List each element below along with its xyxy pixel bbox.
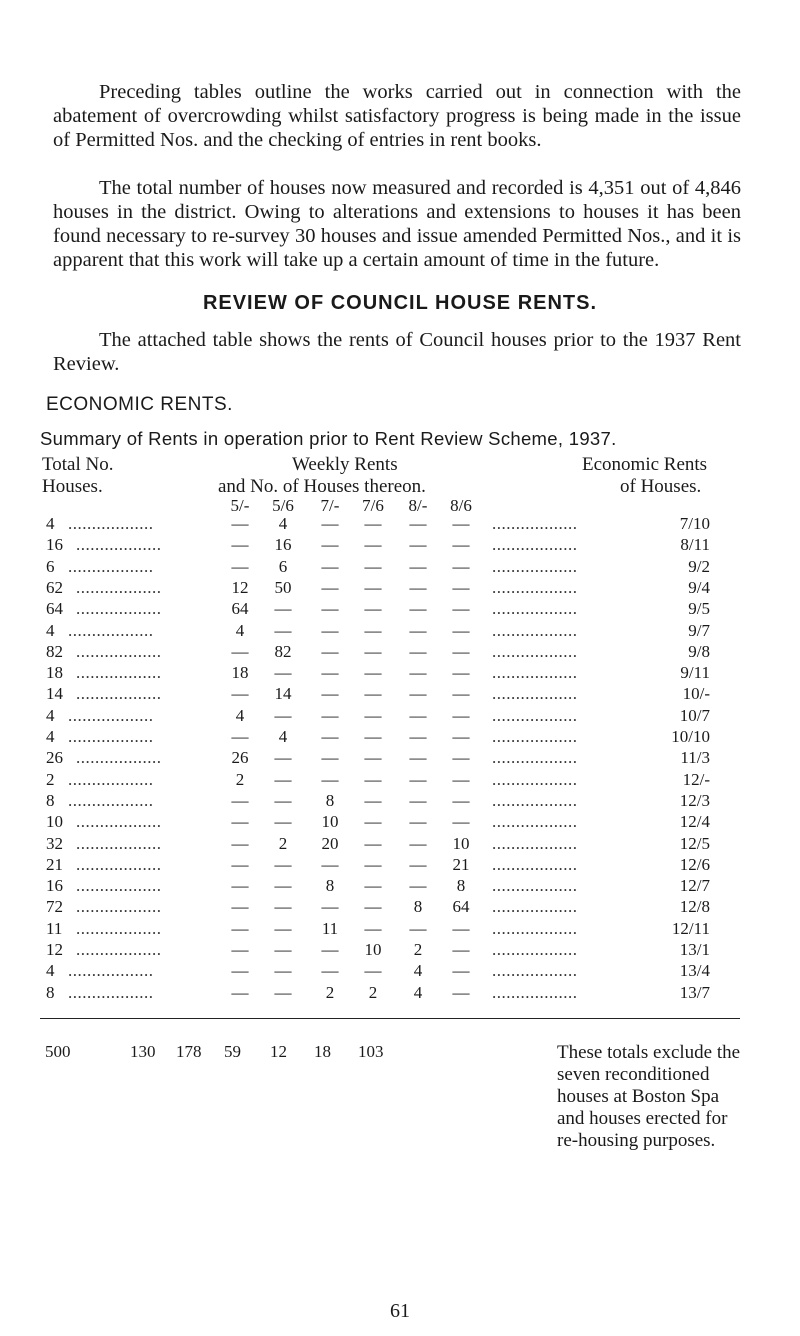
row-leader-dots: .................. bbox=[76, 918, 162, 938]
row-economic-rent: 9/4 bbox=[688, 577, 710, 597]
table-row bbox=[0, 684, 800, 706]
row-economic-rent: 7/10 bbox=[679, 514, 710, 533]
row-count-cell: — bbox=[452, 790, 470, 810]
table-row bbox=[0, 578, 800, 600]
row-economic-rent: 12/5 bbox=[679, 833, 710, 853]
totals-houses: 500 bbox=[45, 1042, 71, 1061]
row-count-cell: — bbox=[274, 940, 292, 959]
row-count-cell: 4 bbox=[413, 961, 423, 981]
row-count-cell: — bbox=[321, 684, 339, 704]
row-count-cell: — bbox=[452, 748, 470, 768]
row-count-cell: — bbox=[409, 705, 427, 725]
row-economic-rent: 12/4 bbox=[679, 812, 710, 832]
row-economic-rent: 13/4 bbox=[679, 961, 710, 981]
row-count-cell: 10 bbox=[452, 833, 470, 853]
row-leader-dots: .................. bbox=[492, 790, 578, 810]
row-count-cell: — bbox=[321, 556, 339, 576]
row-total-houses: 12 bbox=[46, 940, 63, 959]
table-row bbox=[0, 514, 800, 536]
row-count-cell: — bbox=[452, 812, 470, 832]
row-total-houses: 32 bbox=[46, 833, 63, 853]
row-leader-dots: .................. bbox=[492, 961, 578, 981]
row-total-houses: 26 bbox=[46, 748, 63, 768]
row-count-cell: — bbox=[231, 918, 249, 938]
row-count-cell: — bbox=[364, 514, 382, 533]
section-paragraph: The attached table shows the rents of Council houses prior to the 1937 Rent Review. bbox=[53, 329, 741, 375]
row-count-cell: — bbox=[364, 812, 382, 832]
row-count-cell: 21 bbox=[452, 854, 470, 874]
table-row bbox=[0, 642, 800, 664]
row-count-cell: — bbox=[409, 876, 427, 896]
row-leader-dots: .................. bbox=[68, 620, 154, 640]
row-total-houses: 10 bbox=[46, 812, 63, 832]
row-leader-dots: .................. bbox=[68, 727, 154, 746]
row-economic-rent: 12/8 bbox=[679, 897, 710, 917]
table-row bbox=[0, 897, 800, 919]
row-count-cell: — bbox=[231, 727, 249, 746]
header-weekly-line2: and No. of Houses thereon. bbox=[218, 476, 426, 497]
row-leader-dots: .................. bbox=[492, 514, 578, 533]
row-count-cell: — bbox=[364, 769, 382, 789]
row-leader-dots: .................. bbox=[492, 684, 578, 704]
row-count-cell: — bbox=[231, 982, 249, 1002]
table-row bbox=[0, 961, 800, 983]
row-leader-dots: .................. bbox=[492, 940, 578, 959]
row-total-houses: 11 bbox=[46, 918, 63, 938]
row-count-cell: — bbox=[409, 918, 427, 938]
row-count-cell: — bbox=[364, 961, 382, 981]
row-total-houses: 18 bbox=[46, 663, 63, 683]
row-count-cell: — bbox=[364, 854, 382, 874]
row-economic-rent: 10/7 bbox=[679, 705, 710, 725]
totals-count-cell: 103 bbox=[358, 1042, 384, 1061]
row-count-cell: — bbox=[321, 535, 339, 555]
subheading: ECONOMIC RENTS. bbox=[46, 394, 233, 415]
row-total-houses: 62 bbox=[46, 577, 63, 597]
row-count-cell: 26 bbox=[231, 748, 249, 768]
row-count-cell: — bbox=[321, 961, 339, 981]
rent-column-header: 5/6 bbox=[272, 496, 294, 515]
totals-count-cell: 130 bbox=[130, 1042, 156, 1061]
row-count-cell: 2 bbox=[413, 940, 423, 959]
row-leader-dots: .................. bbox=[76, 641, 162, 661]
row-leader-dots: .................. bbox=[76, 599, 162, 619]
row-leader-dots: .................. bbox=[68, 769, 154, 789]
row-count-cell: — bbox=[409, 854, 427, 874]
row-count-cell: — bbox=[409, 599, 427, 619]
totals-count-cell: 59 bbox=[224, 1042, 241, 1061]
row-count-cell: — bbox=[409, 748, 427, 768]
row-total-houses: 2 bbox=[46, 769, 55, 789]
row-count-cell: 12 bbox=[231, 577, 249, 597]
row-count-cell: — bbox=[231, 876, 249, 896]
row-count-cell: — bbox=[409, 577, 427, 597]
row-economic-rent: 9/7 bbox=[688, 620, 710, 640]
row-leader-dots: .................. bbox=[76, 876, 162, 896]
row-count-cell: — bbox=[364, 748, 382, 768]
row-count-cell: 4 bbox=[235, 705, 245, 725]
table-row bbox=[0, 855, 800, 877]
row-leader-dots: .................. bbox=[492, 556, 578, 576]
row-count-cell: — bbox=[321, 663, 339, 683]
row-count-cell: — bbox=[452, 769, 470, 789]
row-count-cell: 82 bbox=[274, 641, 292, 661]
row-count-cell: 4 bbox=[278, 727, 288, 746]
row-total-houses: 21 bbox=[46, 854, 63, 874]
table-row bbox=[0, 919, 800, 941]
rent-column-header: 7/- bbox=[320, 496, 340, 515]
row-count-cell: — bbox=[364, 727, 382, 746]
row-count-cell: — bbox=[364, 577, 382, 597]
row-count-cell: — bbox=[231, 812, 249, 832]
section-heading: REVIEW OF COUNCIL HOUSE RENTS. bbox=[202, 292, 598, 314]
row-total-houses: 16 bbox=[46, 876, 63, 896]
row-count-cell: — bbox=[231, 897, 249, 917]
table-row bbox=[0, 535, 800, 557]
row-count-cell: — bbox=[321, 514, 339, 533]
row-count-cell: 8 bbox=[456, 876, 466, 896]
row-count-cell: — bbox=[364, 556, 382, 576]
header-economic-line2: of Houses. bbox=[620, 476, 702, 497]
row-economic-rent: 13/7 bbox=[679, 982, 710, 1002]
row-total-houses: 8 bbox=[46, 790, 55, 810]
row-count-cell: — bbox=[452, 663, 470, 683]
row-count-cell: — bbox=[231, 940, 249, 959]
table-row bbox=[0, 834, 800, 856]
totals-count-cell: 18 bbox=[314, 1042, 331, 1061]
row-leader-dots: .................. bbox=[76, 812, 162, 832]
row-count-cell: 4 bbox=[235, 620, 245, 640]
row-count-cell: — bbox=[274, 897, 292, 917]
row-count-cell: 2 bbox=[278, 833, 288, 853]
row-economic-rent: 12/11 bbox=[671, 918, 710, 938]
row-economic-rent: 9/5 bbox=[688, 599, 710, 619]
row-leader-dots: .................. bbox=[492, 812, 578, 832]
table-row bbox=[0, 812, 800, 834]
row-count-cell: — bbox=[409, 514, 427, 533]
row-economic-rent: 12/6 bbox=[679, 854, 710, 874]
intro-paragraph-2: The total number of houses now measured and recorded is 4,351 out of 4,846 houses in the district. Owing to alterations and extensions to houses it has been found necessary to re-survey 30 houses and issue amended Permitted Nos., and it is apparent that this work will take up a certain amount of time in the future. bbox=[53, 177, 741, 271]
row-economic-rent: 10/10 bbox=[671, 727, 710, 746]
table-bottom-rule bbox=[40, 1018, 740, 1019]
row-count-cell: — bbox=[409, 663, 427, 683]
row-total-houses: 64 bbox=[46, 599, 63, 619]
row-leader-dots: .................. bbox=[492, 535, 578, 555]
row-leader-dots: .................. bbox=[492, 833, 578, 853]
row-count-cell: 6 bbox=[278, 556, 288, 576]
totals-count-cell: 12 bbox=[270, 1042, 287, 1061]
row-count-cell: — bbox=[321, 897, 339, 917]
table-row bbox=[0, 706, 800, 728]
row-count-cell: — bbox=[452, 918, 470, 938]
row-leader-dots: .................. bbox=[76, 897, 162, 917]
row-count-cell: — bbox=[321, 769, 339, 789]
row-count-cell: — bbox=[364, 705, 382, 725]
row-leader-dots: .................. bbox=[76, 535, 162, 555]
row-leader-dots: .................. bbox=[492, 897, 578, 917]
row-count-cell: — bbox=[364, 663, 382, 683]
row-count-cell: — bbox=[274, 854, 292, 874]
row-economic-rent: 12/3 bbox=[679, 790, 710, 810]
row-count-cell: — bbox=[452, 577, 470, 597]
row-leader-dots: .................. bbox=[492, 599, 578, 619]
row-count-cell: 4 bbox=[413, 982, 423, 1002]
row-count-cell: 64 bbox=[452, 897, 470, 917]
row-count-cell: — bbox=[364, 599, 382, 619]
row-leader-dots: .................. bbox=[76, 684, 162, 704]
row-leader-dots: .................. bbox=[492, 982, 578, 1002]
row-count-cell: — bbox=[452, 535, 470, 555]
row-count-cell: — bbox=[452, 641, 470, 661]
table-row bbox=[0, 557, 800, 579]
row-leader-dots: .................. bbox=[68, 790, 154, 810]
page-number: 61 bbox=[390, 1300, 410, 1322]
row-count-cell: 2 bbox=[368, 982, 378, 1002]
row-count-cell: — bbox=[274, 982, 292, 1002]
row-count-cell: — bbox=[274, 790, 292, 810]
row-count-cell: — bbox=[231, 833, 249, 853]
row-economic-rent: 11/3 bbox=[680, 748, 710, 768]
row-count-cell: — bbox=[409, 535, 427, 555]
table-row bbox=[0, 621, 800, 643]
row-total-houses: 82 bbox=[46, 641, 63, 661]
row-count-cell: — bbox=[321, 599, 339, 619]
row-total-houses: 8 bbox=[46, 982, 55, 1002]
table-row bbox=[0, 876, 800, 898]
row-economic-rent: 8/11 bbox=[680, 535, 710, 555]
row-count-cell: — bbox=[364, 918, 382, 938]
row-count-cell: — bbox=[231, 514, 249, 533]
row-count-cell: — bbox=[274, 876, 292, 896]
row-leader-dots: .................. bbox=[492, 620, 578, 640]
rent-column-header: 5/- bbox=[230, 496, 250, 515]
footnote: These totals exclude the seven reconditioned houses at Boston Spa and houses erected for re-housing purposes. bbox=[557, 1042, 741, 1151]
row-count-cell: — bbox=[409, 556, 427, 576]
row-leader-dots: .................. bbox=[492, 705, 578, 725]
row-count-cell: — bbox=[409, 790, 427, 810]
row-leader-dots: .................. bbox=[492, 727, 578, 746]
row-count-cell: — bbox=[364, 684, 382, 704]
row-count-cell: 4 bbox=[278, 514, 288, 533]
row-count-cell: 8 bbox=[325, 790, 335, 810]
intro-paragraph-1: Preceding tables outline the works carried out in connection with the abatement of overcrowding whilst satisfactory progress is being made in the issue of Permitted Nos. and the checking of entries in rent books. bbox=[53, 81, 741, 151]
row-count-cell: — bbox=[321, 641, 339, 661]
row-count-cell: — bbox=[452, 982, 470, 1002]
row-count-cell: 64 bbox=[231, 599, 249, 619]
table-row bbox=[0, 727, 800, 749]
table-row bbox=[0, 791, 800, 813]
summary-line: Summary of Rents in operation prior to Rent Review Scheme, 1937. bbox=[40, 428, 617, 449]
rent-column-header: 8/- bbox=[408, 496, 428, 515]
row-count-cell: — bbox=[274, 918, 292, 938]
row-economic-rent: 9/11 bbox=[680, 663, 710, 683]
row-count-cell: — bbox=[364, 833, 382, 853]
row-count-cell: — bbox=[452, 620, 470, 640]
row-total-houses: 4 bbox=[46, 620, 55, 640]
row-count-cell: — bbox=[452, 961, 470, 981]
rent-column-header: 8/6 bbox=[450, 496, 472, 515]
row-count-cell: — bbox=[364, 535, 382, 555]
row-count-cell: — bbox=[274, 961, 292, 981]
row-count-cell: — bbox=[321, 577, 339, 597]
rent-column-header: 7/6 bbox=[362, 496, 384, 515]
row-count-cell: — bbox=[452, 727, 470, 746]
row-count-cell: 14 bbox=[274, 684, 292, 704]
row-count-cell: — bbox=[231, 961, 249, 981]
row-count-cell: 8 bbox=[413, 897, 423, 917]
row-leader-dots: .................. bbox=[76, 748, 162, 768]
row-count-cell: — bbox=[364, 897, 382, 917]
row-count-cell: — bbox=[321, 705, 339, 725]
table-row bbox=[0, 599, 800, 621]
row-count-cell: — bbox=[364, 790, 382, 810]
row-leader-dots: .................. bbox=[68, 556, 154, 576]
row-total-houses: 72 bbox=[46, 897, 63, 917]
row-count-cell: — bbox=[231, 854, 249, 874]
row-leader-dots: .................. bbox=[76, 577, 162, 597]
row-count-cell: 18 bbox=[231, 663, 249, 683]
row-count-cell: — bbox=[409, 833, 427, 853]
row-leader-dots: .................. bbox=[492, 876, 578, 896]
totals-count-cell: 178 bbox=[176, 1042, 202, 1061]
row-count-cell: 50 bbox=[274, 577, 292, 597]
row-count-cell: 2 bbox=[325, 982, 335, 1002]
table-row bbox=[0, 770, 800, 792]
row-total-houses: 4 bbox=[46, 727, 55, 746]
row-count-cell: 11 bbox=[321, 918, 339, 938]
header-economic-line1: Economic Rents bbox=[582, 454, 708, 475]
row-economic-rent: 9/8 bbox=[688, 641, 710, 661]
row-economic-rent: 10/- bbox=[682, 684, 710, 704]
row-economic-rent: 13/1 bbox=[679, 940, 710, 959]
row-count-cell: — bbox=[452, 599, 470, 619]
table-row bbox=[0, 983, 800, 1005]
row-count-cell: — bbox=[409, 620, 427, 640]
row-count-cell: 8 bbox=[325, 876, 335, 896]
row-count-cell: — bbox=[452, 684, 470, 704]
row-count-cell: 2 bbox=[235, 769, 245, 789]
row-leader-dots: .................. bbox=[68, 961, 154, 981]
row-leader-dots: .................. bbox=[492, 748, 578, 768]
row-leader-dots: .................. bbox=[492, 918, 578, 938]
row-count-cell: — bbox=[452, 514, 470, 533]
row-total-houses: 6 bbox=[46, 556, 55, 576]
row-economic-rent: 9/2 bbox=[688, 556, 710, 576]
row-count-cell: — bbox=[409, 812, 427, 832]
row-total-houses: 16 bbox=[46, 535, 63, 555]
row-count-cell: — bbox=[409, 727, 427, 746]
row-count-cell: — bbox=[231, 684, 249, 704]
row-leader-dots: .................. bbox=[68, 705, 154, 725]
row-count-cell: — bbox=[452, 556, 470, 576]
row-leader-dots: .................. bbox=[492, 663, 578, 683]
row-leader-dots: .................. bbox=[76, 854, 162, 874]
row-count-cell: — bbox=[321, 748, 339, 768]
row-count-cell: — bbox=[321, 727, 339, 746]
row-leader-dots: .................. bbox=[492, 577, 578, 597]
row-count-cell: — bbox=[231, 535, 249, 555]
row-economic-rent: 12/- bbox=[682, 769, 710, 789]
row-count-cell: — bbox=[321, 940, 339, 959]
row-count-cell: 20 bbox=[321, 833, 339, 853]
row-leader-dots: .................. bbox=[76, 833, 162, 853]
table-row bbox=[0, 663, 800, 685]
row-count-cell: — bbox=[274, 620, 292, 640]
row-count-cell: — bbox=[364, 641, 382, 661]
header-weekly-line1: Weekly Rents bbox=[292, 454, 398, 475]
row-count-cell: — bbox=[274, 663, 292, 683]
row-count-cell: — bbox=[274, 812, 292, 832]
row-leader-dots: .................. bbox=[76, 940, 162, 959]
row-leader-dots: .................. bbox=[492, 641, 578, 661]
row-total-houses: 4 bbox=[46, 514, 55, 533]
row-economic-rent: 12/7 bbox=[679, 876, 710, 896]
table-row bbox=[0, 748, 800, 770]
header-total-line1: Total No. bbox=[42, 454, 114, 475]
row-total-houses: 4 bbox=[46, 705, 55, 725]
table-row bbox=[0, 940, 800, 962]
row-total-houses: 14 bbox=[46, 684, 63, 704]
row-count-cell: — bbox=[364, 620, 382, 640]
row-count-cell: — bbox=[274, 705, 292, 725]
row-count-cell: 10 bbox=[364, 940, 382, 959]
row-leader-dots: .................. bbox=[76, 663, 162, 683]
row-count-cell: — bbox=[321, 620, 339, 640]
row-count-cell: — bbox=[321, 854, 339, 874]
row-count-cell: — bbox=[452, 940, 470, 959]
row-count-cell: — bbox=[274, 599, 292, 619]
header-total-line2: Houses. bbox=[42, 476, 103, 497]
row-leader-dots: .................. bbox=[68, 982, 154, 1002]
row-leader-dots: .................. bbox=[68, 514, 154, 533]
row-count-cell: 16 bbox=[274, 535, 292, 555]
row-count-cell: — bbox=[409, 641, 427, 661]
row-count-cell: — bbox=[409, 684, 427, 704]
row-count-cell: — bbox=[231, 790, 249, 810]
row-total-houses: 4 bbox=[46, 961, 55, 981]
row-count-cell: — bbox=[364, 876, 382, 896]
row-count-cell: — bbox=[231, 556, 249, 576]
row-count-cell: 10 bbox=[321, 812, 339, 832]
row-count-cell: — bbox=[452, 705, 470, 725]
row-leader-dots: .................. bbox=[492, 769, 578, 789]
row-count-cell: — bbox=[274, 748, 292, 768]
row-count-cell: — bbox=[409, 769, 427, 789]
row-count-cell: — bbox=[274, 769, 292, 789]
row-count-cell: — bbox=[231, 641, 249, 661]
row-leader-dots: .................. bbox=[492, 854, 578, 874]
